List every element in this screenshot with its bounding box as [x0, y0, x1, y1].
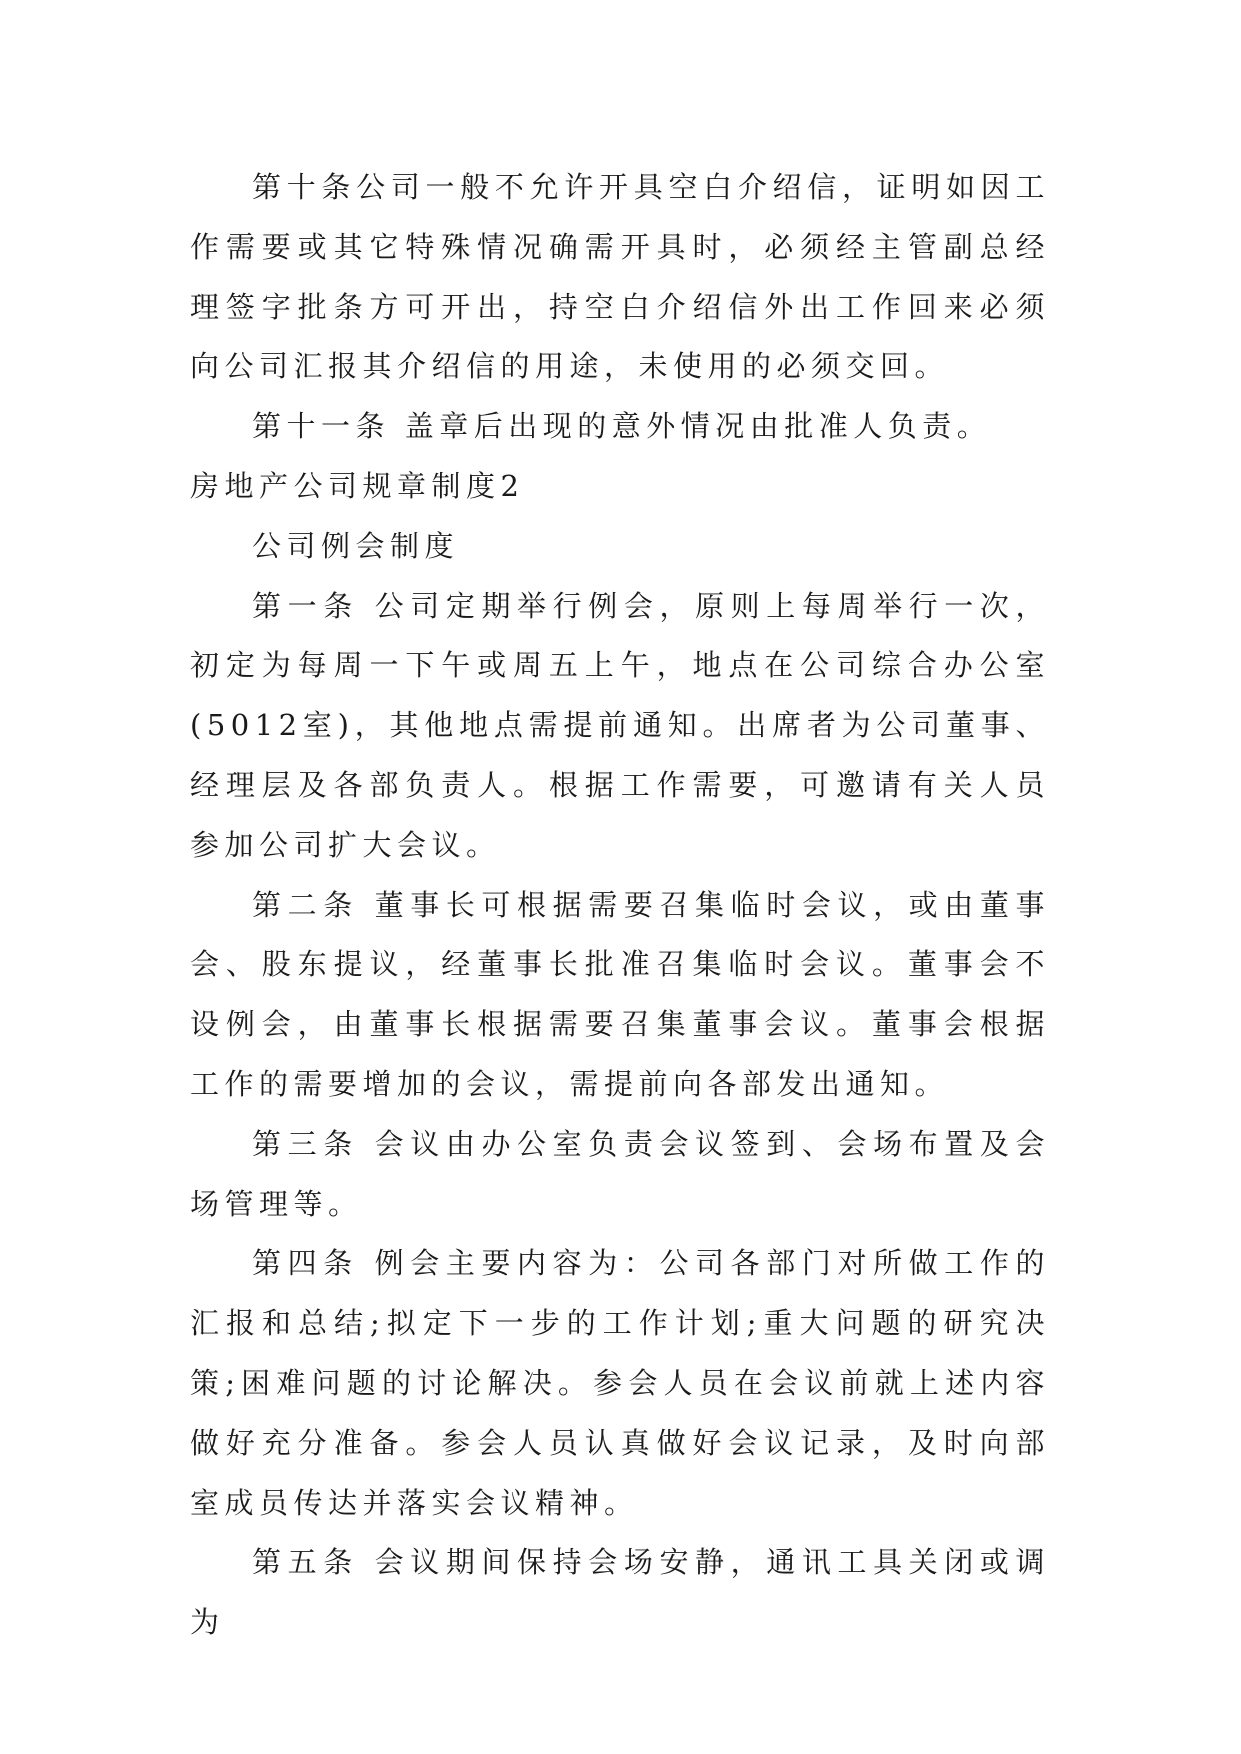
- meeting-article-2: 第二条 董事长可根据需要召集临时会议，或由董事会、股东提议，经董事长批准召集临时会议。董事会不设例会，由董事长根据需要召集董事会议。董事会根据工作的需要增加的会议，需提前向各部发出通知。: [190, 887, 1050, 1101]
- meeting-article-5: 第五条 会议期间保持会场安静，通讯工具关闭或调为: [190, 1545, 1050, 1640]
- meeting-article-3: 第三条 会议由办公室负责会议签到、会场布置及会场管理等。: [190, 1126, 1050, 1221]
- section-title: 房地产公司规章制度2: [190, 468, 525, 503]
- subsection-title: 公司例会制度: [252, 528, 460, 563]
- article-10-paragraph: 第十条公司一般不允许开具空白介绍信，证明如因工作需要或其它特殊情况确需开具时，必须经主管副总经理签字批条方可开出，持空白介绍信外出工作回来必须向公司汇报其介绍信的用途，未使用的必须交回。: [190, 170, 1050, 384]
- meeting-article-4: 第四条 例会主要内容为：公司各部门对所做工作的汇报和总结;拟定下一步的工作计划;重大问题的研究决策;困难问题的讨论解决。参会人员在会议前就上述内容做好充分准备。参会人员认真做好会议记录，及时向部室成员传达并落实会议精神。: [190, 1246, 1050, 1520]
- meeting-article-1: 第一条 公司定期举行例会，原则上每周举行一次，初定为每周一下午或周五上午，地点在公司综合办公室(5012室)，其他地点需提前通知。出席者为公司董事、经理层及各部负责人。根据工作需要，可邀请有关人员参加公司扩大会议。: [190, 588, 1050, 862]
- document-body: [190, 158, 1050, 1653]
- article-11-paragraph: 第十一条 盖章后出现的意外情况由批准人负责。: [252, 409, 992, 444]
